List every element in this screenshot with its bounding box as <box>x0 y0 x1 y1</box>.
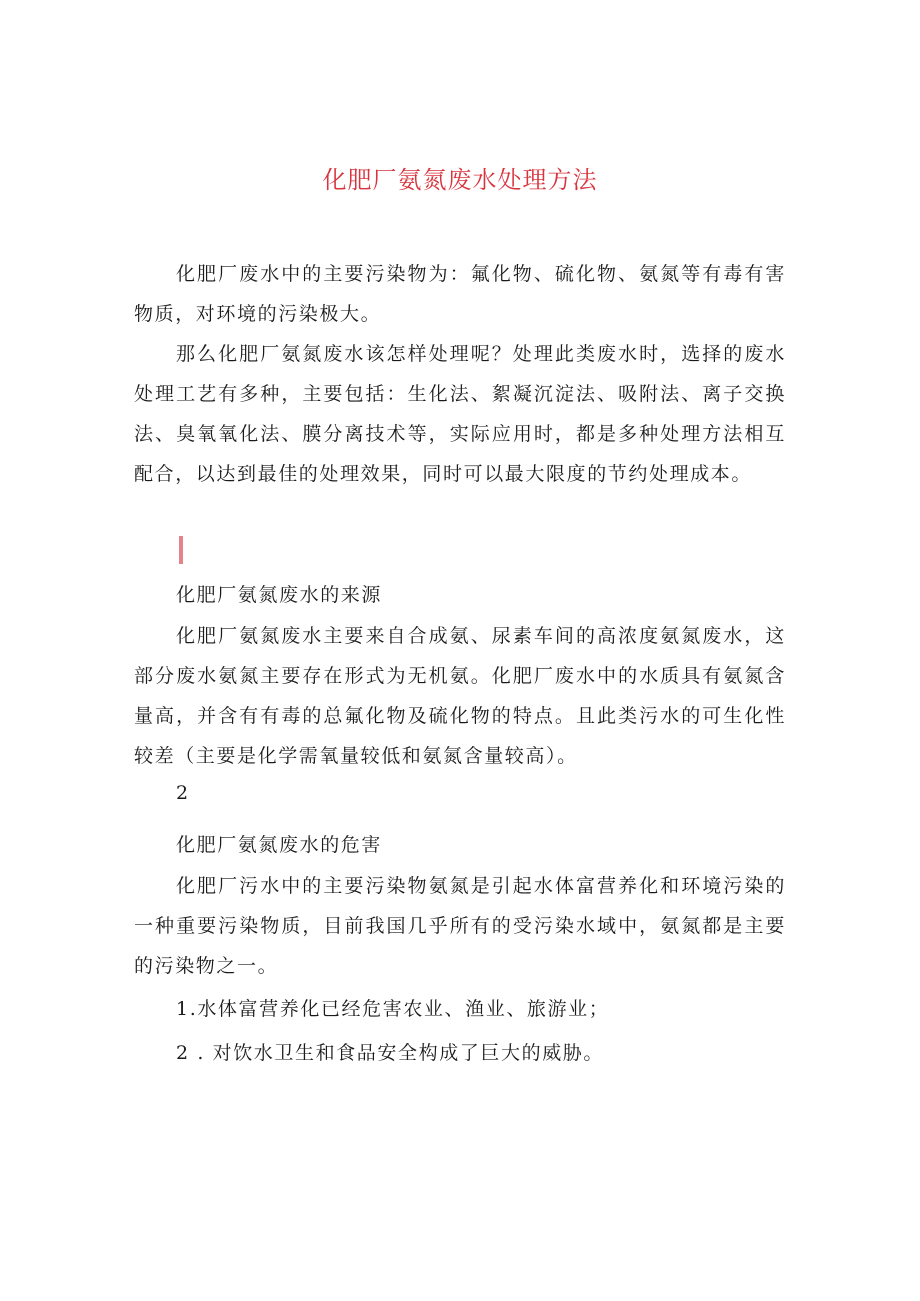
harm-paragraph: 化肥厂污水中的主要污染物氨氮是引起水体富营养化和环境污染的一种重要污染物质，目前我国几乎所有的受污染水域中，氨氮都是主要的污染物之一。 <box>134 875 786 977</box>
source-paragraph: 化肥厂氨氮废水主要来自合成氨、尿素车间的高浓度氨氮废水，这部分废水氨氮主要存在形式为无机氨。化肥厂废水中的水质具有氨氮含量高，并含有有毒的总氟化物及硫化物的特点。且此类污水的可生化性较差（主要是化学需氧量较低和氨氮含量较高）。 <box>134 625 786 767</box>
harm-list-item-1: 1.水体富营养化已经危害农业、渔业、旅游业； <box>176 998 610 1020</box>
intro-section <box>134 254 786 494</box>
intro-paragraph-1: 化肥厂废水中的主要污染物为：氟化物、硫化物、氨氮等有毒有害物质，对环境的污染极大。 <box>134 263 786 325</box>
section-number: 2 <box>176 782 190 804</box>
source-section <box>134 616 786 776</box>
section-heading-harm: 化肥厂氨氮废水的危害 <box>176 834 383 856</box>
section-marker-bar <box>179 536 183 564</box>
document-title: 化肥厂氨氮废水处理方法 <box>322 166 598 194</box>
intro-paragraph-2: 那么化肥厂氨氮废水该怎样处理呢？处理此类废水时，选择的废水处理工艺有多种，主要包括：生化法、絮凝沉淀法、吸附法、离子交换法、臭氧氧化法、膜分离技术等，实际应用时，都是多种处理方法相互配合，以达到最佳的处理效果，同时可以最大限度的节约处理成本。 <box>134 343 786 485</box>
harm-section <box>134 866 786 986</box>
section-heading-source: 化肥厂氨氮废水的来源 <box>176 584 383 606</box>
harm-list-item-2: 2 . 对饮水卫生和食品安全构成了巨大的威胁。 <box>176 1042 605 1064</box>
